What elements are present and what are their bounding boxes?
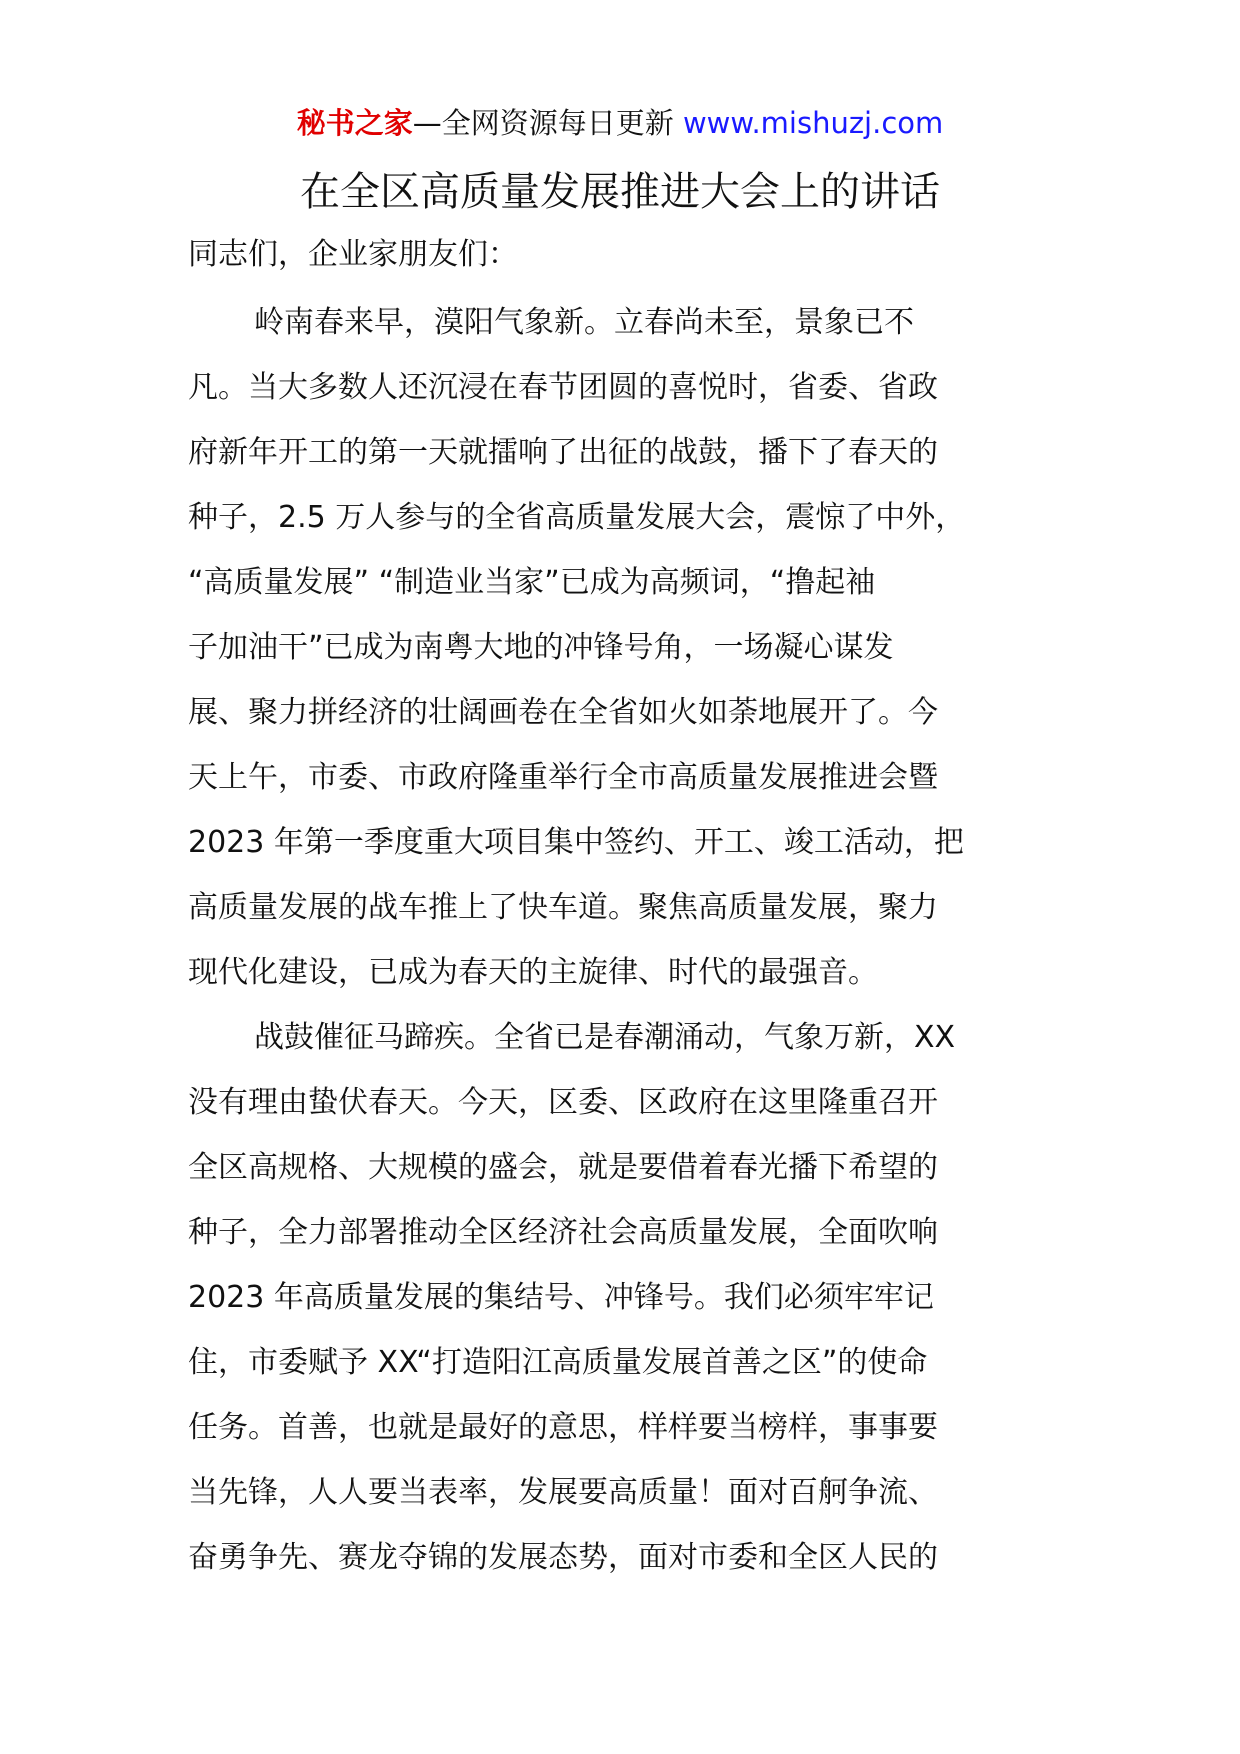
- paragraph-1-line: 岭南春来早，漠阳气象新。立春尚未至，景象已不: [254, 305, 914, 340]
- salutation: 同志们，企业家朋友们：: [188, 237, 518, 272]
- paragraph-2-line: 任务。首善，也就是最好的意思，样样要当榜样，事事要: [188, 1410, 938, 1445]
- document-title: 在全区高质量发展推进大会上的讲话: [300, 169, 940, 215]
- paragraph-2-line: 2023 年高质量发展的集结号、冲锋号。我们必须牢牢记: [188, 1280, 934, 1315]
- site-url-link[interactable]: www.mishuzj.com: [682, 106, 944, 140]
- paragraph-1-line: 现代化建设，已成为春天的主旋律、时代的最强音。: [188, 955, 878, 990]
- paragraph-1-line: 2023 年第一季度重大项目集中签约、开工、竣工活动，把: [188, 825, 964, 860]
- paragraph-1-line: “高质量发展” “制造业当家”已成为高频词，“撸起袖: [188, 565, 876, 600]
- paragraph-1-line: 凡。当大多数人还沉浸在春节团圆的喜悦时，省委、省政: [188, 370, 938, 405]
- paragraph-1-line: 府新年开工的第一天就擂响了出征的战鼓，播下了春天的: [188, 435, 938, 470]
- paragraph-1-line: 展、聚力拼经济的壮阔画卷在全省如火如荼地展开了。今: [188, 695, 938, 730]
- paragraph-2-line: 住，市委赋予 XX“打造阳江高质量发展首善之区”的使命: [188, 1345, 928, 1380]
- paragraph-2-line: 没有理由蛰伏春天。今天，区委、区政府在这里隆重召开: [188, 1085, 938, 1120]
- paragraph-1-line: 天上午，市委、市政府隆重举行全市高质量发展推进会暨: [188, 760, 938, 795]
- paragraph-1-line: 种子，2.5 万人参与的全省高质量发展大会，震惊了中外，: [188, 500, 966, 535]
- paragraph-2-line: 种子，全力部署推动全区经济社会高质量发展，全面吹响: [188, 1215, 938, 1250]
- paragraph-1-line: 子加油干”已成为南粤大地的冲锋号角，一场凝心谋发: [188, 630, 894, 665]
- brand-name: 秘书之家: [296, 106, 413, 140]
- paragraph-2-line: 奋勇争先、赛龙夺锦的发展态势，面对市委和全区人民的: [188, 1540, 938, 1575]
- paragraph-1-line: 高质量发展的战车推上了快车道。聚焦高质量发展，聚力: [188, 890, 938, 925]
- site-header: [0, 100, 1240, 146]
- paragraph-2-line: 全区高规格、大规模的盛会，就是要借着春光播下希望的: [188, 1150, 938, 1185]
- body-text: [188, 290, 1058, 1590]
- paragraph-2-line: 战鼓催征马蹄疾。全省已是春潮涌动，气象万新，XX: [254, 1020, 956, 1055]
- site-tagline: —全网资源每日更新: [412, 106, 674, 140]
- paragraph-2-line: 当先锋，人人要当表率，发展要高质量！面对百舸争流、: [188, 1475, 938, 1510]
